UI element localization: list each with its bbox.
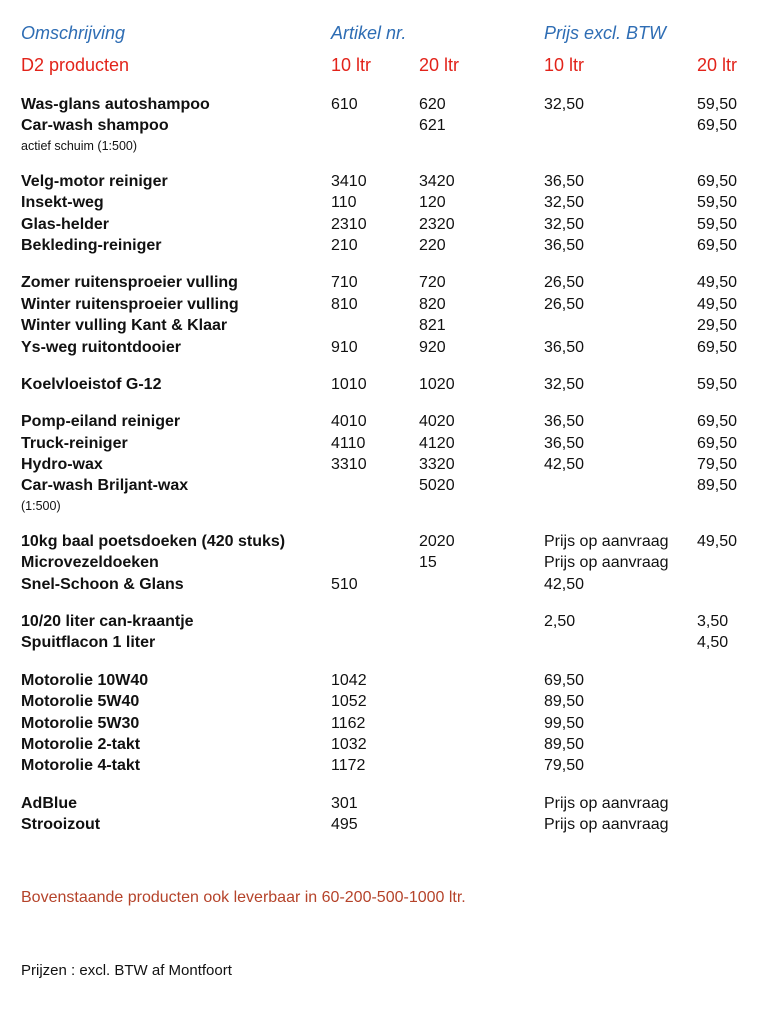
article-20: 4120 (419, 434, 455, 452)
article-20: 821 (419, 317, 446, 335)
row-spacer (0, 358, 770, 374)
product-name: Snel-Schoon & Glans (21, 575, 184, 593)
product-row (0, 315, 770, 336)
price-20: 49,50 (697, 295, 738, 313)
product-name: Motorolie 10W40 (21, 671, 149, 689)
product-name: 10/20 liter can-kraantje (21, 613, 194, 631)
product-name: Motorolie 4-takt (21, 757, 141, 775)
row-spacer (0, 155, 770, 171)
article-10: 4010 (331, 413, 367, 431)
article-20: 2020 (419, 532, 455, 550)
price-20: 69,50 (697, 413, 738, 431)
product-row (0, 713, 770, 734)
article-20: 620 (419, 96, 446, 113)
product-name: Pomp-eiland reiniger (21, 413, 181, 431)
price-10: 32,50 (544, 375, 585, 393)
product-row (0, 531, 770, 552)
product-row (0, 632, 770, 653)
price-10: 26,50 (544, 295, 585, 313)
product-name: Microvezeldoeken (21, 554, 159, 572)
product-row (0, 611, 770, 632)
article-10: 1032 (331, 735, 367, 753)
article-10: 301 (331, 794, 358, 812)
product-row (0, 755, 770, 776)
row-spacer (0, 395, 770, 411)
price-20: 4,50 (697, 634, 729, 652)
product-note-row (0, 497, 770, 515)
product-name: AdBlue (21, 794, 77, 812)
product-row (0, 454, 770, 475)
product-name: Motorolie 5W40 (21, 693, 140, 711)
price-10: 32,50 (544, 96, 585, 113)
price-20: 59,50 (697, 375, 738, 393)
article-20: 5020 (419, 477, 455, 495)
price-10: Prijs op aanvraag (544, 816, 669, 834)
product-name: Car-wash shampoo (21, 117, 169, 135)
article-20: 2320 (419, 215, 455, 233)
product-name: Winter ruitensproeier vulling (21, 295, 239, 313)
article-10: 910 (331, 338, 358, 356)
price-20: 49,50 (697, 274, 738, 292)
article-10: 1042 (331, 671, 367, 689)
price-10: 26,50 (544, 274, 585, 292)
article-20: 1020 (419, 375, 455, 393)
header-prijs-10: 10 ltr (544, 55, 585, 75)
price-10: Prijs op aanvraag (544, 554, 669, 572)
article-10: 610 (331, 96, 358, 113)
price-20: 89,50 (697, 477, 738, 495)
article-20: 820 (419, 295, 446, 313)
product-name: Spuitflacon 1 liter (21, 634, 156, 652)
article-10: 495 (331, 816, 358, 834)
price-10: 2,50 (544, 613, 576, 631)
price-10: 69,50 (544, 671, 585, 689)
article-20: 4020 (419, 413, 455, 431)
header-prijs: Prijs excl. BTW (544, 23, 667, 43)
article-10: 710 (331, 274, 358, 292)
price-10: 79,50 (544, 757, 585, 775)
product-row (0, 235, 770, 256)
header-omschrijving: Omschrijving (21, 23, 126, 43)
price-10: 42,50 (544, 456, 585, 474)
product-row (0, 552, 770, 573)
article-20: 920 (419, 338, 446, 356)
price-10: 36,50 (544, 338, 585, 356)
price-10: 36,50 (544, 413, 585, 431)
product-row (0, 691, 770, 712)
product-row (0, 272, 770, 293)
price-10: 99,50 (544, 714, 585, 732)
article-20: 120 (419, 194, 446, 212)
article-10: 1010 (331, 375, 367, 393)
price-footer: Prijzen : excl. BTW af Montfoort (21, 962, 232, 979)
availability-note: Bovenstaande producten ook leverbaar in 60-200-500-1000 ltr. (21, 889, 466, 906)
product-name: Hydro-wax (21, 456, 103, 474)
product-row (0, 670, 770, 691)
product-row (0, 574, 770, 595)
price-20: 79,50 (697, 456, 738, 474)
article-20: 3420 (419, 172, 455, 190)
price-20: 49,50 (697, 532, 738, 550)
row-spacer (0, 595, 770, 611)
article-10: 4110 (331, 434, 366, 452)
product-name: 10kg baal poetsdoeken (420 stuks) (21, 532, 286, 550)
product-row (0, 294, 770, 315)
article-10: 3310 (331, 456, 367, 474)
row-spacer (0, 256, 770, 272)
product-row (0, 115, 770, 136)
article-10: 1172 (331, 757, 366, 775)
price-10: 42,50 (544, 575, 585, 593)
product-name: Winter vulling Kant & Klaar (21, 317, 228, 335)
header-artikel-nr: Artikel nr. (331, 23, 407, 43)
product-name: Insekt-weg (21, 194, 104, 212)
article-20: 621 (419, 117, 446, 135)
product-name: Was-glans autoshampoo (21, 96, 210, 113)
article-10: 110 (331, 194, 357, 212)
product-name: Motorolie 2-takt (21, 735, 141, 753)
header-artikel-20: 20 ltr (419, 55, 460, 75)
article-10: 1052 (331, 693, 367, 711)
article-10: 810 (331, 295, 358, 313)
price-20: 69,50 (697, 236, 738, 254)
header-prijs-20: 20 ltr (697, 55, 738, 75)
price-20: 69,50 (697, 338, 738, 356)
product-name: Strooizout (21, 816, 101, 834)
product-row (0, 171, 770, 192)
price-10: Prijs op aanvraag (544, 794, 669, 812)
row-spacer (0, 654, 770, 670)
price-20: 69,50 (697, 117, 738, 135)
article-10: 510 (331, 575, 358, 593)
price-10: 36,50 (544, 172, 585, 190)
product-name: Zomer ruitensproeier vulling (21, 274, 238, 292)
product-name: actief schuim (1:500) (21, 138, 138, 153)
price-20: 3,50 (697, 613, 729, 631)
product-name: Truck-reiniger (21, 434, 128, 452)
product-name: Bekleding-reiniger (21, 236, 162, 254)
article-20: 220 (419, 236, 446, 254)
price-10: 89,50 (544, 735, 585, 753)
article-10: 210 (331, 236, 358, 254)
product-name: Koelvloeistof G-12 (21, 375, 162, 393)
price-10: 89,50 (544, 693, 585, 711)
product-name: Motorolie 5W30 (21, 714, 140, 732)
article-10: 2310 (331, 215, 367, 233)
product-name: Car-wash Briljant-wax (21, 477, 189, 495)
product-row (0, 214, 770, 235)
price-10: Prijs op aanvraag (544, 532, 669, 550)
product-name: Glas-helder (21, 215, 110, 233)
header-artikel-10: 10 ltr (331, 55, 372, 75)
price-20: 59,50 (697, 194, 738, 212)
product-name: Velg-motor reiniger (21, 172, 168, 190)
price-10: 36,50 (544, 434, 585, 452)
product-row (0, 793, 770, 814)
product-row (0, 411, 770, 432)
price-10: 36,50 (544, 236, 585, 254)
product-name: (1:500) (21, 498, 61, 513)
article-20: 15 (419, 554, 437, 572)
price-10: 32,50 (544, 215, 585, 233)
product-row (0, 337, 770, 358)
product-row (0, 814, 770, 835)
product-row (0, 475, 770, 496)
article-20: 3320 (419, 456, 455, 474)
product-row (0, 374, 770, 395)
price-20: 69,50 (697, 434, 738, 452)
product-name: Ys-weg ruitontdooier (21, 338, 181, 356)
row-spacer (0, 777, 770, 793)
price-20: 59,50 (697, 215, 738, 233)
section-title: D2 producten (21, 55, 130, 75)
price-10: 32,50 (544, 194, 585, 212)
row-spacer (0, 515, 770, 531)
product-row (0, 734, 770, 755)
article-20: 720 (419, 274, 446, 292)
product-row (0, 192, 770, 213)
article-10: 3410 (331, 172, 367, 190)
price-20: 69,50 (697, 172, 738, 190)
price-20: 59,50 (697, 96, 738, 113)
product-note-row (0, 137, 770, 155)
price-20: 29,50 (697, 317, 738, 335)
product-row (0, 433, 770, 454)
product-row (0, 94, 770, 115)
article-10: 1162 (331, 714, 366, 732)
product-table (0, 94, 770, 836)
